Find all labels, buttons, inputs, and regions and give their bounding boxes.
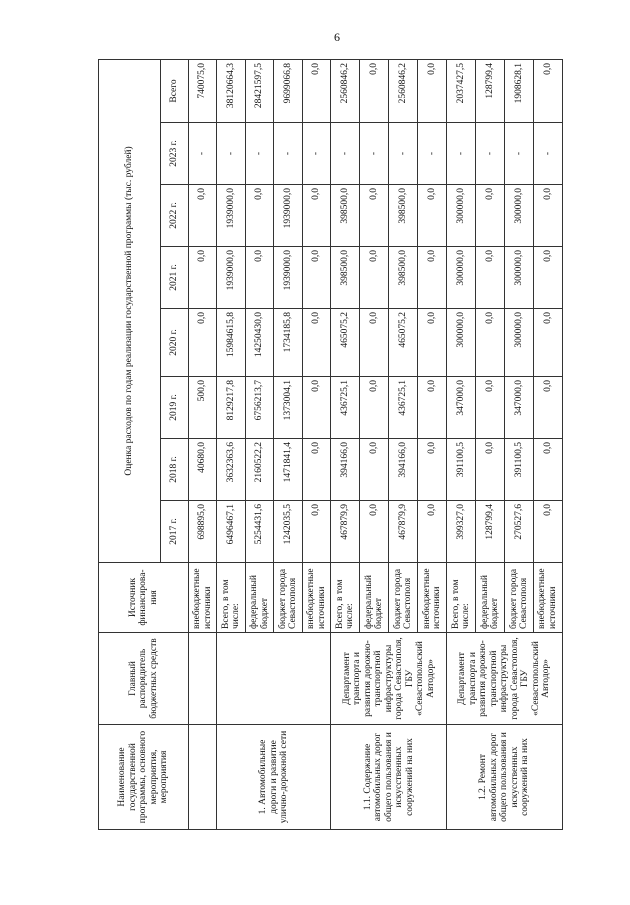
cell-value: 0,0 xyxy=(533,185,562,247)
cell-value: - xyxy=(302,123,330,185)
cell-value: 0,0 xyxy=(189,309,217,377)
cell-value: - xyxy=(447,123,476,185)
cell-value: 3632363,6 xyxy=(217,439,245,501)
cell-value: 0,0 xyxy=(245,185,273,247)
cell-value: 1242035,5 xyxy=(274,501,302,563)
cell-total: 128799,4 xyxy=(476,59,505,122)
cell-value: 128799,4 xyxy=(476,501,505,563)
cell-value: 0,0 xyxy=(533,377,562,439)
cell-value: 1939000,0 xyxy=(274,247,302,309)
cell-value: 0,0 xyxy=(302,501,330,563)
cell-value: 0,0 xyxy=(476,185,505,247)
table-row xyxy=(331,59,360,829)
header-year: 2022 г. xyxy=(161,185,189,247)
cell-value: 1471841,4 xyxy=(274,439,302,501)
row-source: федеральный бюджет xyxy=(476,563,505,633)
budget-table xyxy=(98,59,563,830)
cell-total: 1908628,1 xyxy=(505,59,534,122)
cell-value: 391100,5 xyxy=(505,439,534,501)
cell-value: 0,0 xyxy=(360,439,389,501)
cell-value: 347000,0 xyxy=(447,377,476,439)
cell-value: 0,0 xyxy=(533,439,562,501)
cell-value: - xyxy=(274,123,302,185)
cell-value: - xyxy=(360,123,389,185)
cell-value: 0,0 xyxy=(360,501,389,563)
header-program-name: Наименование государственной программы, основного мероприятия, мероприятия xyxy=(99,725,189,830)
row-source: внебюджетные источники xyxy=(533,563,562,633)
cell-value: 15984615,8 xyxy=(217,309,245,377)
row-source: внебюджетные источники xyxy=(302,563,330,633)
cell-total: 2560846,2 xyxy=(389,59,418,122)
cell-value: 0,0 xyxy=(418,377,447,439)
cell-value: 0,0 xyxy=(245,247,273,309)
row-source: федеральный бюджет xyxy=(360,563,389,633)
page-number: 6 xyxy=(334,30,340,44)
row-source: Всего, в том числе: xyxy=(447,563,476,633)
cell-value: 394166,0 xyxy=(331,439,360,501)
cell-value: 0,0 xyxy=(476,247,505,309)
cell-value: 0,0 xyxy=(302,309,330,377)
header-total: Всего xyxy=(161,59,189,122)
cell-value: 398500,0 xyxy=(389,247,418,309)
header-year: 2018 г. xyxy=(161,439,189,501)
cell-value: - xyxy=(476,123,505,185)
cell-total: 740075,0 xyxy=(189,59,217,122)
cell-value: 398500,0 xyxy=(331,247,360,309)
row-name: 1.1. Содержание автомобильных дорог общего пользования и искусственных сооружений на них xyxy=(331,725,447,830)
header-source: Источник финансирова-ния xyxy=(99,563,189,633)
cell-value: 300000,0 xyxy=(447,185,476,247)
cell-value: 0,0 xyxy=(302,247,330,309)
cell-value: 0,0 xyxy=(189,185,217,247)
cell-value: 0,0 xyxy=(418,185,447,247)
cell-value: 391100,5 xyxy=(447,439,476,501)
cell-value: 300000,0 xyxy=(505,185,534,247)
cell-total: 0,0 xyxy=(533,59,562,122)
cell-value: 399327,0 xyxy=(447,501,476,563)
table-row xyxy=(217,59,245,829)
cell-total: 38120664,3 xyxy=(217,59,245,122)
cell-value: 1939000,0 xyxy=(274,185,302,247)
cell-value: 6756213,7 xyxy=(245,377,273,439)
header-year: 2019 г. xyxy=(161,377,189,439)
table-row xyxy=(447,59,476,829)
cell-total: 0,0 xyxy=(360,59,389,122)
cell-value: 467879,9 xyxy=(389,501,418,563)
row-distributor xyxy=(189,633,217,725)
cell-value: - xyxy=(331,123,360,185)
row-name: 1.2. Ремонт автомобильных дорог общего пользования и искусственных сооружений на них xyxy=(447,725,563,830)
cell-total: 2037427,5 xyxy=(447,59,476,122)
cell-value: - xyxy=(389,123,418,185)
cell-value: 394166,0 xyxy=(389,439,418,501)
row-source: Всего, в том числе: xyxy=(217,563,245,633)
cell-value: 467879,9 xyxy=(331,501,360,563)
cell-value: 1939000,0 xyxy=(217,185,245,247)
cell-value: 0,0 xyxy=(360,185,389,247)
cell-value: 0,0 xyxy=(360,377,389,439)
header-year: 2020 г. xyxy=(161,309,189,377)
cell-value: 0,0 xyxy=(418,309,447,377)
cell-value: - xyxy=(217,123,245,185)
row-source: Всего, в том числе: xyxy=(331,563,360,633)
header-estimate: Оценка расходов по годам реализации государственной программы (тыс. рублей) xyxy=(99,59,161,562)
header-year: 2023 г. xyxy=(161,123,189,185)
cell-value: 0,0 xyxy=(476,377,505,439)
cell-value: 0,0 xyxy=(360,309,389,377)
cell-value: 0,0 xyxy=(533,309,562,377)
row-name: 1. Автомобильные дороги и развитие улично-дорожной сети xyxy=(217,725,331,830)
cell-value: - xyxy=(533,123,562,185)
cell-value: 1734185,8 xyxy=(274,309,302,377)
cell-value: 0,0 xyxy=(302,377,330,439)
cell-value: 2160522,2 xyxy=(245,439,273,501)
cell-value: 436725,1 xyxy=(331,377,360,439)
row-name xyxy=(189,725,217,830)
cell-value: 0,0 xyxy=(302,185,330,247)
cell-value: 300000,0 xyxy=(505,247,534,309)
cell-value: 40680,0 xyxy=(189,439,217,501)
cell-value: 0,0 xyxy=(476,309,505,377)
row-distributor: Департамент транспорта и развития дорожно-транспортной инфраструктуры города Севастополя, ГБУ «Севастопольский Автодор» xyxy=(447,633,563,725)
cell-value: - xyxy=(505,123,534,185)
cell-value: 0,0 xyxy=(533,501,562,563)
cell-value: 398500,0 xyxy=(389,185,418,247)
table-row xyxy=(189,59,217,829)
row-source: бюджет города Севастополя xyxy=(389,563,418,633)
cell-value: 5254431,6 xyxy=(245,501,273,563)
cell-value: 0,0 xyxy=(418,247,447,309)
cell-value: 0,0 xyxy=(533,247,562,309)
cell-total: 9699066,8 xyxy=(274,59,302,122)
row-source: внебюджетные источники xyxy=(189,563,217,633)
cell-total: 0,0 xyxy=(418,59,447,122)
row-source: бюджет города Севастополя xyxy=(274,563,302,633)
cell-value: 0,0 xyxy=(418,439,447,501)
header-year: 2021 г. xyxy=(161,247,189,309)
cell-value: 347000,0 xyxy=(505,377,534,439)
cell-value: 0,0 xyxy=(360,247,389,309)
row-distributor xyxy=(217,633,331,725)
header-year: 2017 г. xyxy=(161,501,189,563)
cell-value: 14250430,0 xyxy=(245,309,273,377)
cell-value: 300000,0 xyxy=(447,247,476,309)
cell-value: 1939000,0 xyxy=(217,247,245,309)
cell-value: 0,0 xyxy=(476,439,505,501)
cell-value: 1373004,1 xyxy=(274,377,302,439)
rotated-table-wrapper xyxy=(98,60,563,830)
cell-value: 8129217,8 xyxy=(217,377,245,439)
header-distributor: Главный распорядитель бюджетных средств xyxy=(99,633,189,725)
cell-value: 0,0 xyxy=(302,439,330,501)
cell-value: - xyxy=(418,123,447,185)
cell-total: 0,0 xyxy=(302,59,330,122)
cell-value: 0,0 xyxy=(189,247,217,309)
cell-value: 270527,6 xyxy=(505,501,534,563)
row-distributor: Департамент транспорта и развития дорожно-транспортной инфраструктуры города Севастополя, ГБУ «Севастопольский Автодор» xyxy=(331,633,447,725)
row-source: бюджет города Севастополя xyxy=(505,563,534,633)
cell-value: 300000,0 xyxy=(447,309,476,377)
cell-value: - xyxy=(189,123,217,185)
cell-value: 300000,0 xyxy=(505,309,534,377)
cell-value: 398500,0 xyxy=(331,185,360,247)
row-source: федеральный бюджет xyxy=(245,563,273,633)
cell-value: 465075,2 xyxy=(331,309,360,377)
row-source: внебюджетные источники xyxy=(418,563,447,633)
cell-value: - xyxy=(245,123,273,185)
cell-value: 6496467,1 xyxy=(217,501,245,563)
cell-value: 0,0 xyxy=(418,501,447,563)
cell-value: 698895,0 xyxy=(189,501,217,563)
cell-total: 28421597,5 xyxy=(245,59,273,122)
cell-value: 465075,2 xyxy=(389,309,418,377)
cell-value: 500,0 xyxy=(189,377,217,439)
cell-value: 436725,1 xyxy=(389,377,418,439)
cell-total: 2560846,2 xyxy=(331,59,360,122)
